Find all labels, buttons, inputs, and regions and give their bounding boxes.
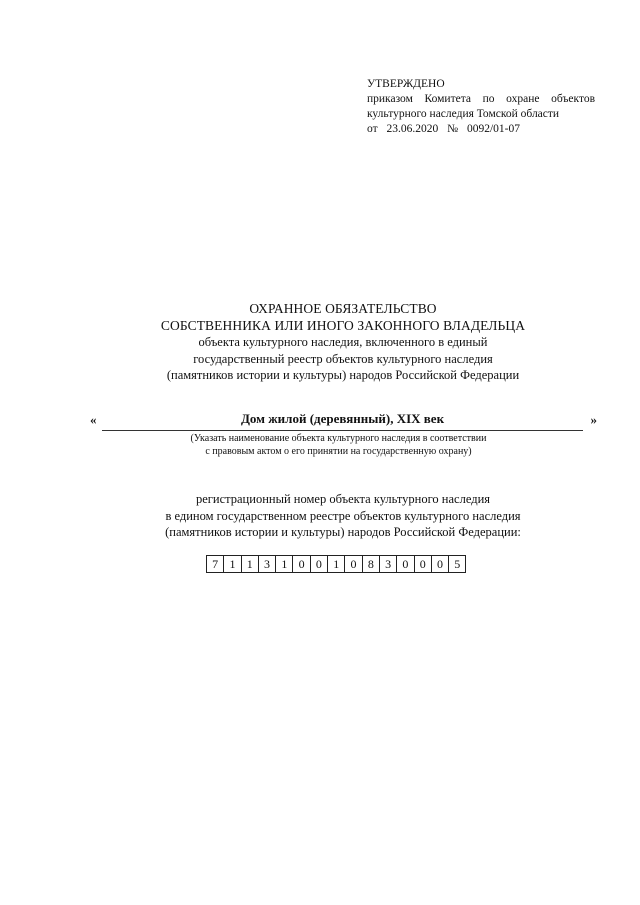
registration-digit: 8 [363,556,380,572]
title-line-2: СОБСТВЕННИКА ИЛИ ИНОГО ЗАКОННОГО ВЛАДЕЛЬЦА [160,318,526,333]
approval-date: 23.06.2020 [386,123,439,135]
approval-date-prefix: от [367,123,378,135]
approval-date-line [367,122,607,137]
registration-line-1: регистрационный номер объекта культурного наследия [195,492,491,506]
registration-digit: 0 [345,556,362,572]
registration-digit: 0 [432,556,449,572]
registration-digit: 3 [259,556,276,572]
object-name-hint [90,432,587,458]
approval-number: 0092/01-07 [466,123,521,135]
registration-line-3: (памятников истории и культуры) народов Российской Федерации: [165,525,521,539]
approval-number-sign: № [447,123,459,135]
title-line-5: (памятников истории и культуры) народов Российской Федерации [166,368,520,382]
registration-digit: 5 [454,557,461,571]
registration-digit: 7 [207,556,224,572]
title-line-3: объекта культурного наследия, включенного в единый [198,335,488,349]
registration-line-2: в едином государственном реестре объектов культурного наследия [165,508,521,523]
registration-digit: 0 [415,556,432,572]
registration-digit: 1 [328,556,345,572]
approval-stamp [367,77,607,137]
registration-digit: 1 [276,556,293,572]
registration-digit: 1 [242,556,259,572]
object-name: Дом жилой (деревянный), XIX век [102,411,583,431]
document-title [0,300,640,384]
approval-heading: УТВЕРЖДЕНО [367,78,445,90]
registration-digit: 0 [397,556,414,572]
registration-digit: 3 [380,556,397,572]
title-line-4: государственный реестр объектов культурного наследия [193,351,493,366]
object-name-field [90,409,597,431]
registration-digit: 0 [293,556,310,572]
registration-label [0,491,640,541]
registration-digit: 0 [311,556,328,572]
quote-close: » [590,412,597,427]
quote-open: « [90,412,97,427]
hint-line-2: с правовым актом о его принятии на государственную охрану) [205,446,472,457]
hint-line-1: (Указать наименование объекта культурного наследия в соответствии [190,433,487,444]
registration-digit: 1 [224,556,241,572]
registration-number-boxes [206,555,466,573]
approval-committee-line: культурного наследия Томской области [367,108,560,120]
approval-order-line: приказом Комитета по охране объектов [367,93,595,105]
title-line-1: ОХРАННОЕ ОБЯЗАТЕЛЬСТВО [249,301,437,316]
